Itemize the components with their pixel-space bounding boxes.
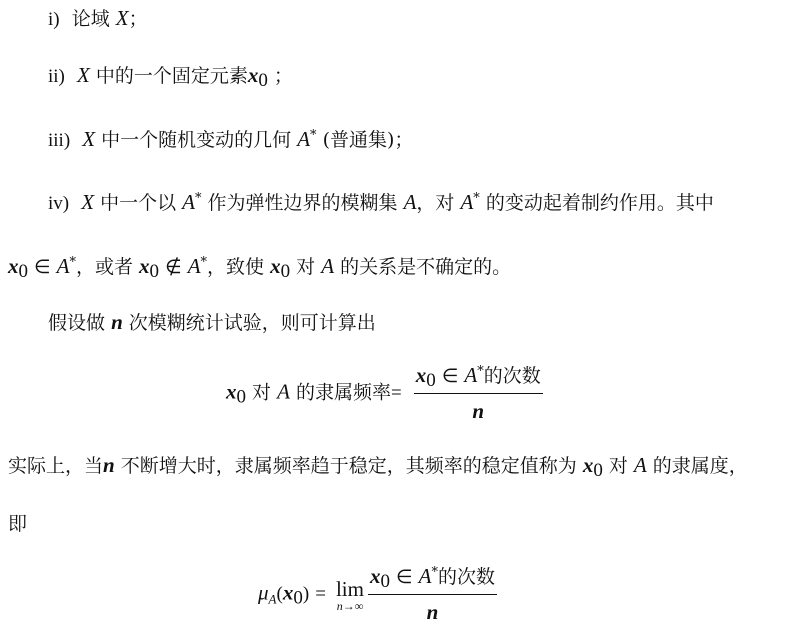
element-of-symbol: ∈	[441, 366, 459, 387]
not-element-of-symbol: ∉	[165, 257, 182, 278]
fraction-denominator	[368, 595, 497, 626]
text: 的次数	[483, 365, 541, 387]
lim-text: lim	[335, 576, 364, 601]
item-label: ii)	[48, 66, 65, 87]
math-n: n	[103, 453, 115, 477]
paragraph-ji	[8, 510, 27, 538]
text: 对	[608, 455, 628, 477]
paragraph-practice	[8, 451, 748, 480]
math-n: n	[426, 600, 439, 624]
item-iv	[48, 188, 714, 218]
math-x: x	[415, 363, 427, 387]
item-text: 的变动起着制约作用。其中	[485, 192, 714, 214]
text: ，致使	[207, 256, 265, 278]
superscript: *	[431, 565, 438, 580]
subscript: 0	[280, 261, 291, 282]
element-of-symbol: ∈	[34, 257, 51, 278]
math-n: n	[472, 399, 485, 423]
punct: ；	[128, 8, 148, 30]
math-A: A	[460, 190, 474, 214]
math-X: X	[76, 63, 90, 87]
math-x: x	[582, 453, 594, 477]
math-x: x	[270, 254, 281, 278]
item-text: 作为弹性边界的模糊集	[207, 192, 398, 214]
item-text: 中一个以	[100, 192, 177, 214]
math-A: A	[56, 254, 70, 278]
formula-membership-frequency	[226, 362, 543, 425]
text: 次模糊统计试验，则可计算出	[128, 312, 376, 334]
item-text: ，对	[416, 192, 455, 214]
text: 即	[8, 513, 28, 535]
subscript: 0	[149, 261, 160, 282]
text: 对	[252, 381, 272, 404]
subscript: 0	[426, 370, 436, 391]
math-A: A	[321, 254, 335, 278]
equals-sign: =	[315, 583, 326, 605]
math-A: A	[633, 453, 647, 477]
superscript: *	[194, 191, 202, 206]
equals-sign: =	[391, 382, 402, 404]
math-A: A	[464, 363, 478, 387]
subscript: A	[268, 591, 277, 607]
math-mu: μ	[258, 580, 269, 605]
text: 对	[296, 256, 316, 278]
punct: ；	[273, 65, 293, 87]
item-text: 中的一个固定元素	[95, 65, 248, 87]
math-x: x	[369, 564, 381, 588]
subscript: 0	[293, 587, 303, 609]
text: 的次数	[437, 566, 495, 588]
text: ，或者	[75, 256, 133, 278]
text: 的关系是不确定的。	[340, 256, 512, 278]
superscript: *	[200, 255, 208, 270]
formula-membership-degree	[258, 563, 497, 626]
math-x: x	[139, 254, 150, 278]
item-text-end: (普通集)；	[322, 129, 414, 151]
limit-operator	[336, 578, 364, 612]
subscript: 0	[258, 70, 268, 91]
subscript: 0	[236, 386, 246, 408]
math-A: A	[418, 564, 432, 588]
text: 实际上，当	[8, 455, 104, 477]
text: 假设做	[48, 312, 106, 334]
fraction	[368, 563, 497, 626]
item-i	[48, 4, 148, 34]
element-of-symbol: ∈	[396, 567, 413, 588]
text: 的隶属频率	[295, 381, 391, 404]
subscript: 0	[593, 460, 603, 481]
fraction-numerator	[368, 563, 497, 595]
math-X: X	[82, 127, 96, 151]
paren: )	[302, 583, 310, 605]
math-A: A	[277, 379, 290, 404]
subscript: 0	[18, 261, 28, 282]
math-A: A	[297, 127, 311, 151]
subscript: 0	[380, 571, 390, 592]
text: 不断增大时，隶属频率趋于稳定，其频率的稳定值称为	[120, 455, 577, 477]
text: 的隶属度，	[652, 455, 748, 477]
paragraph-trials	[48, 308, 376, 337]
math-x: x	[247, 63, 259, 87]
item-label: iv)	[48, 193, 70, 214]
superscript: *	[477, 364, 484, 379]
fraction-numerator	[414, 362, 543, 394]
math-A: A	[187, 254, 201, 278]
math-x: x	[282, 580, 294, 605]
superscript: *	[473, 191, 480, 206]
item-iii	[48, 125, 413, 155]
math-x: x	[226, 379, 237, 404]
fraction	[414, 362, 543, 425]
math-x: x	[8, 254, 19, 278]
math-X: X	[115, 6, 129, 30]
paren: (	[276, 583, 283, 605]
math-n: n	[111, 310, 123, 334]
item-iv-continuation	[8, 252, 511, 282]
lim-subscript: n→∞	[336, 598, 364, 613]
math-X: X	[81, 190, 95, 214]
superscript: *	[69, 255, 76, 270]
math-A: A	[182, 190, 195, 214]
item-label: iii)	[48, 130, 71, 151]
item-text: 论域	[71, 8, 110, 30]
item-label: i)	[48, 9, 60, 30]
fraction-denominator	[414, 394, 543, 425]
item-text: 中一个随机变动的几何	[101, 129, 292, 151]
math-A: A	[403, 190, 417, 214]
superscript: *	[310, 128, 317, 143]
item-ii	[48, 61, 293, 91]
